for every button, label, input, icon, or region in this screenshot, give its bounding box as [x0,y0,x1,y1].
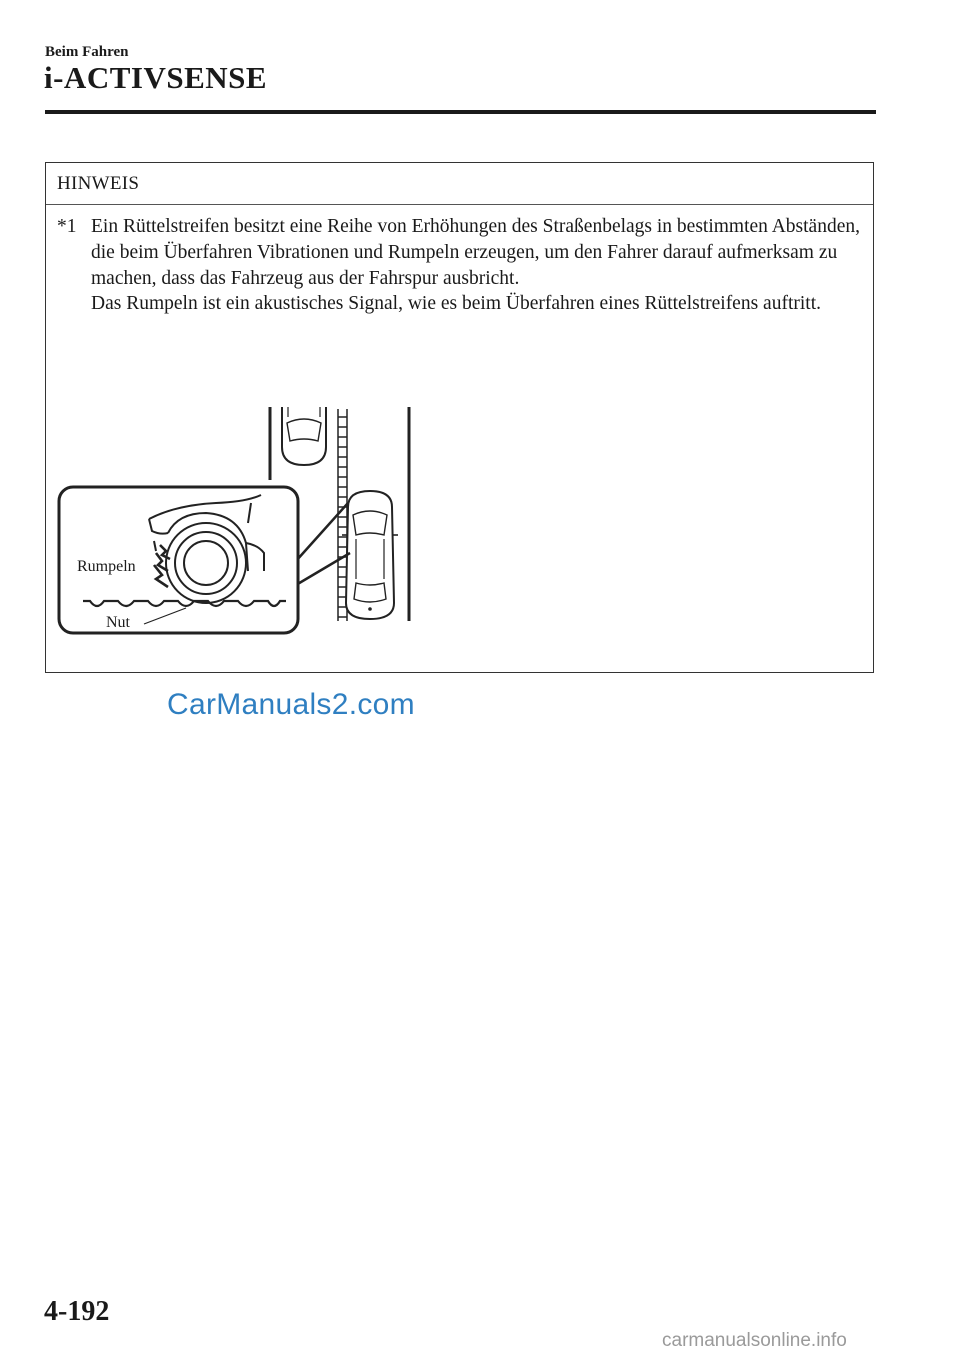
zoom-connector [296,503,348,561]
note-paragraph: Ein Rüttelstreifen besitzt eine Reihe von Erhöhungen des Straßenbelags in bestimmten Abständen, die beim Überfahren Vibrationen und Rumpeln erzeugen, um den Fahrer darauf aufmerksam zu machen, dass das Fahrzeug aus der Fahrspur ausbricht. [91,216,860,289]
oncoming-car-icon [282,407,326,465]
chapter-title: i-ACTIVSENSE [44,60,268,95]
zoom-connector [296,553,350,585]
watermark-top[interactable]: CarManuals2.com [167,688,415,721]
rumble-label: Rumpeln [77,558,136,575]
own-car-icon [342,491,398,619]
note-text [91,214,869,317]
note-paragraph: Das Rumpeln ist ein akustisches Signal, wie es beim Überfahren eines Rüttelstreifens auftritt. [91,293,821,315]
note-header [46,163,873,205]
section-label: Beim Fahren [45,44,129,60]
footnote-marker: *1 [57,216,77,237]
note-body [57,214,869,317]
title-rule [45,110,876,114]
note-title: HINWEIS [57,173,140,194]
watermark-bottom[interactable]: carmanualsonline.info [662,1330,847,1351]
rumble-strip-illustration [56,403,456,643]
groove-label: Nut [106,614,130,631]
note-box [45,162,874,673]
page-number: 4-192 [44,1296,110,1327]
